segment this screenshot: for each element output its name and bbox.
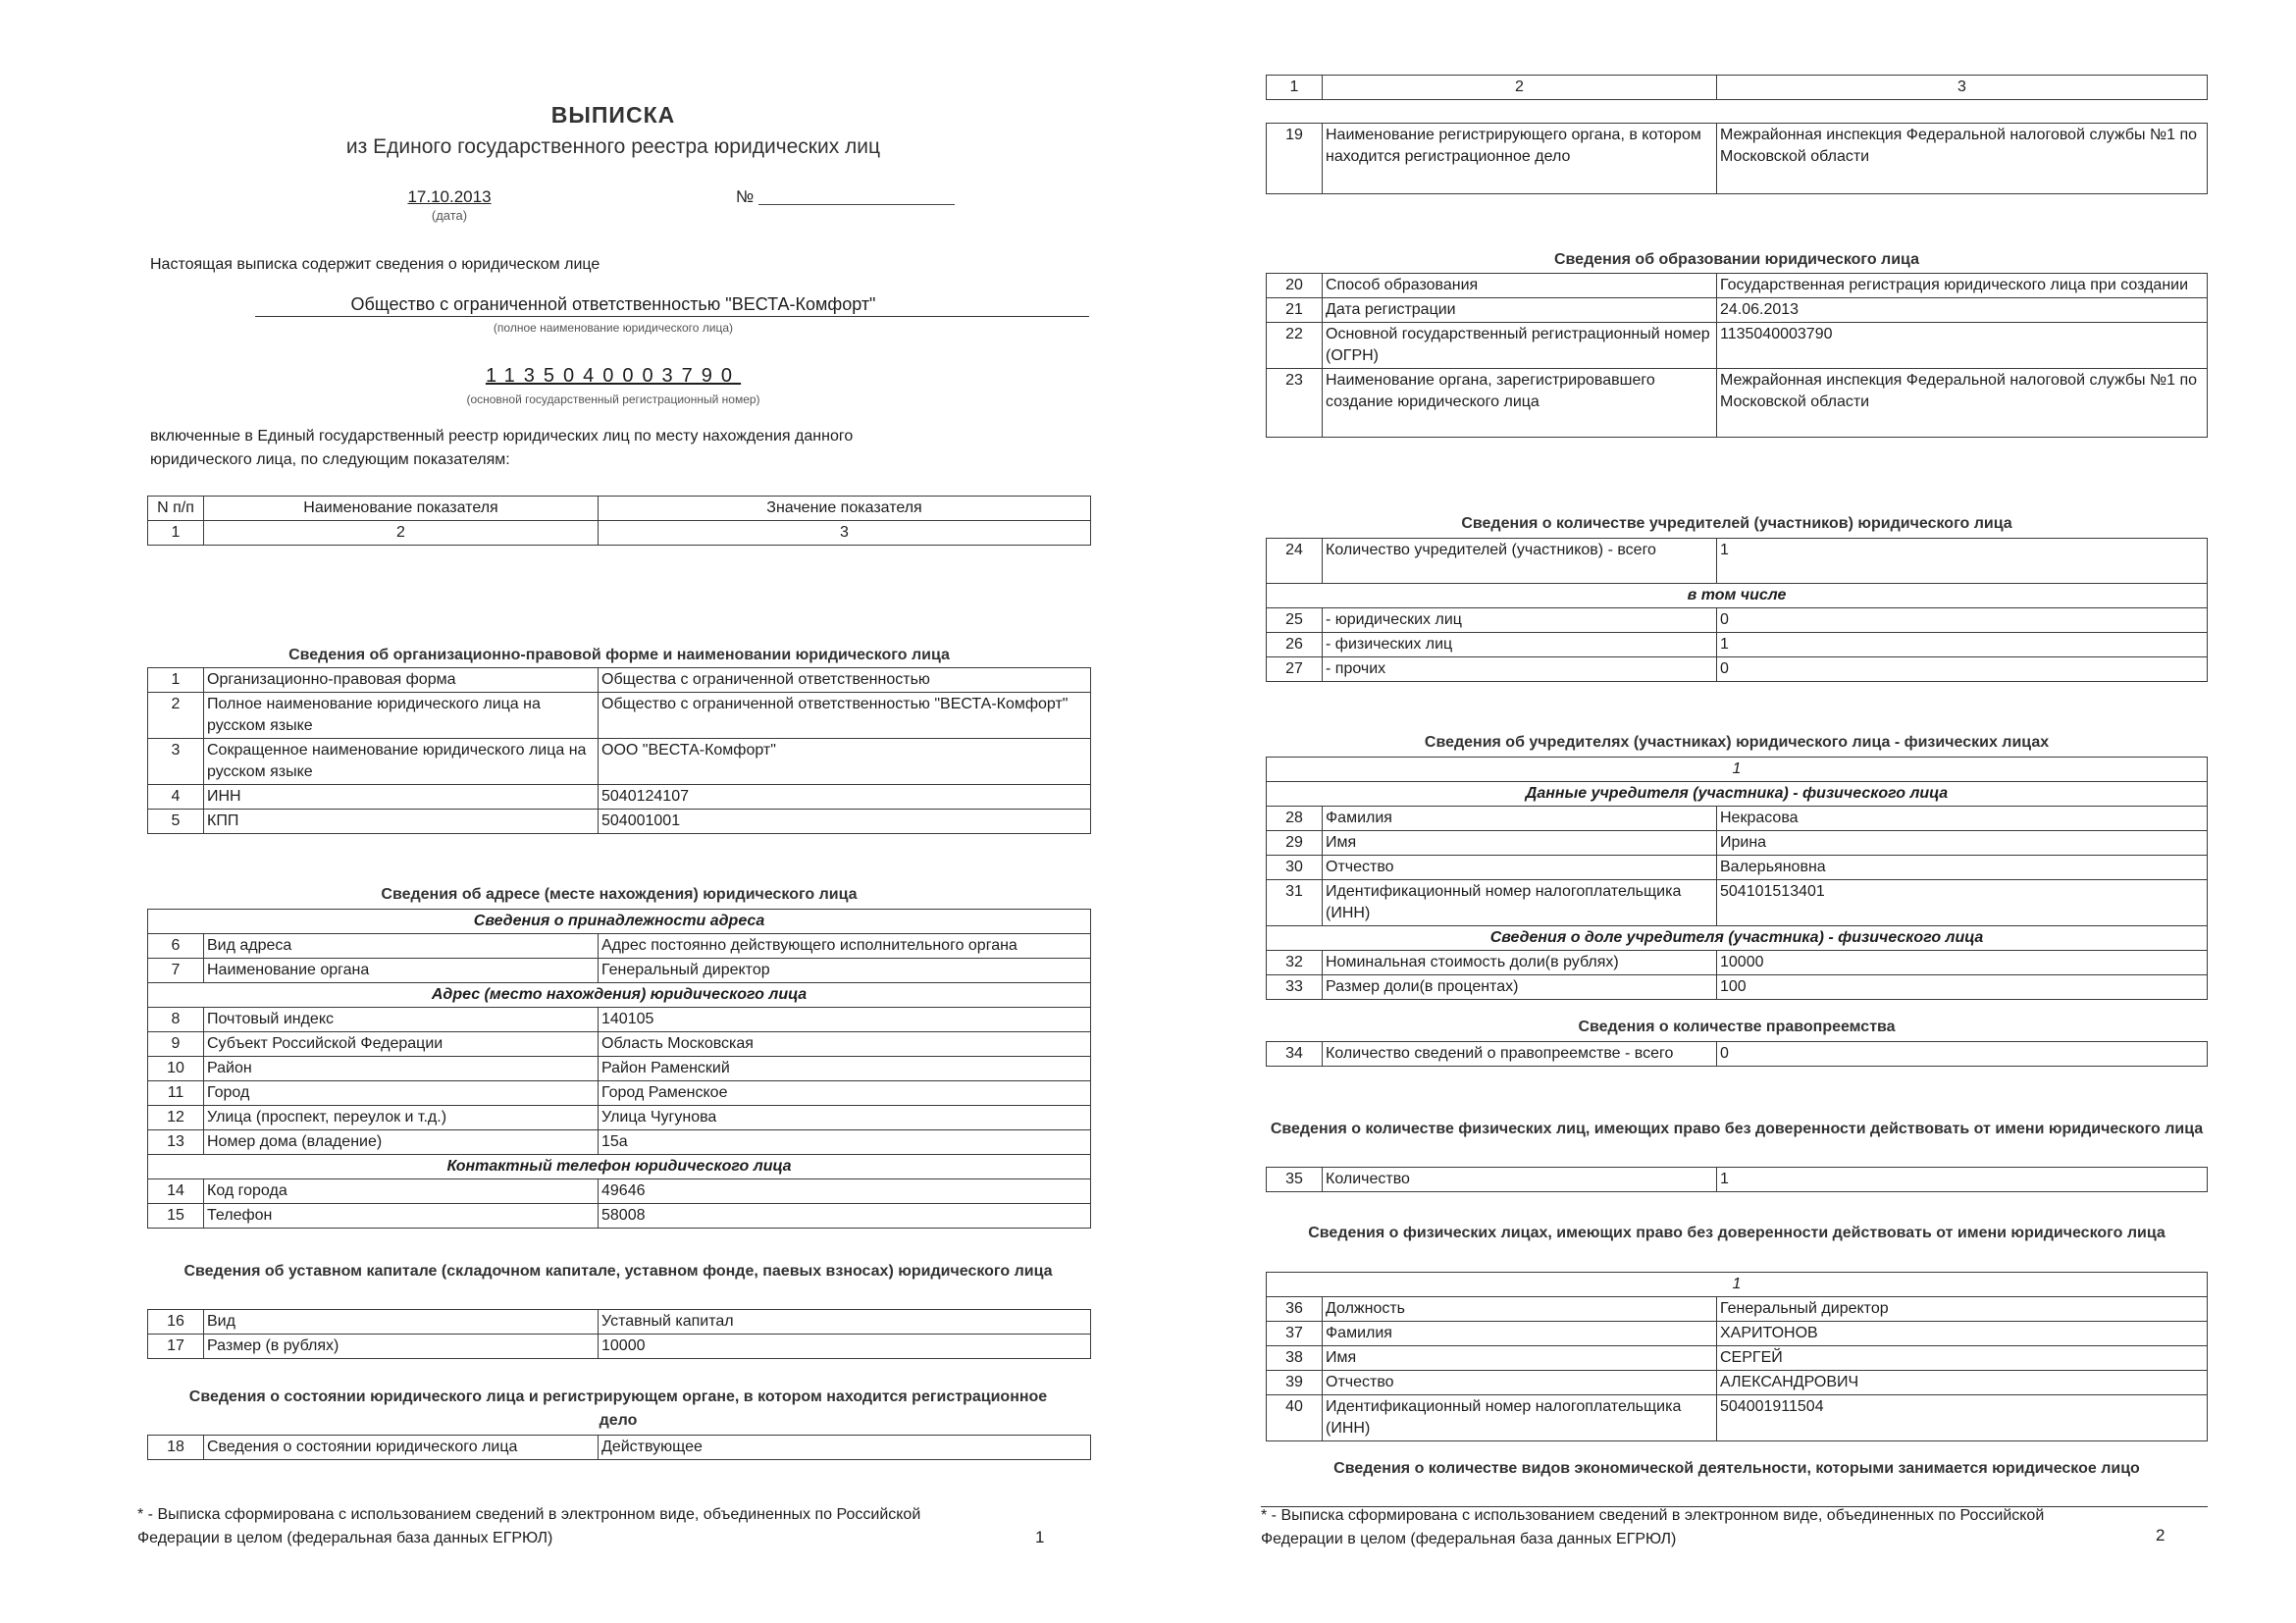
table-row [1267,298,2208,323]
row-value: 504001001 [599,810,1091,834]
row-value: Ирина [1717,831,2208,856]
page-2 [1261,0,2213,1623]
row-number: 32 [1267,951,1323,975]
row-value: Общества с ограниченной ответственностью [599,668,1091,693]
row-number: 21 [1267,298,1323,323]
row-value: 24.06.2013 [1717,298,2208,323]
row-number: 15 [148,1204,204,1229]
row-value: Адрес постоянно действующего исполнительного органа [599,934,1091,959]
persons-count-table [1266,1167,2208,1192]
row-name: Имя [1323,1346,1717,1371]
row-number: 20 [1267,274,1323,298]
subheader-founder-share: Сведения о доле учредителя (участника) - физического лица [1267,926,2208,951]
table-row [1267,856,2208,880]
row-name: Вид [204,1310,599,1335]
founders-table [1266,757,2208,1000]
row-name: Размер (в рублях) [204,1335,599,1359]
col-header-name: Наименование показателя [204,497,599,521]
row-number: 5 [148,810,204,834]
table-row [1267,369,2208,438]
row-value: 1135040003790 [1717,323,2208,369]
founder-index: 1 [1267,758,2208,782]
table-row [148,1057,1091,1081]
row-number: 27 [1267,657,1323,682]
row-number: 39 [1267,1371,1323,1395]
page-number-2: 2 [2156,1526,2166,1544]
row-number: 24 [1267,539,1323,584]
row-value: Генеральный директор [599,959,1091,983]
col-index-2: 2 [204,521,599,546]
row-name: Код города [204,1179,599,1204]
table-row [1267,1395,2208,1441]
ogrn-caption: (основной государственный регистрационный номер) [466,393,760,406]
table-row [148,1008,1091,1032]
row-value: Валерьяновна [1717,856,2208,880]
row-number: 40 [1267,1395,1323,1441]
row-number: 6 [148,934,204,959]
row-value: 504101513401 [1717,880,2208,926]
table-row [1267,1371,2208,1395]
row-number: 14 [148,1179,204,1204]
row-name: Субъект Российской Федерации [204,1032,599,1057]
row-name: Телефон [204,1204,599,1229]
section-title-persons-count: Сведения о количестве физических лиц, имеющих право без доверенности действовать от имени юридического лица [1270,1121,2204,1137]
person-index: 1 [1267,1273,2208,1297]
section-title-formation: Сведения об образовании юридического лица [1554,251,1919,268]
row-value: 10000 [599,1335,1091,1359]
row-name: Идентификационный номер налогоплательщика (ИНН) [1323,880,1717,926]
row-number: 16 [148,1310,204,1335]
row-name: Размер доли(в процентах) [1323,975,1717,1000]
table-row [148,934,1091,959]
company-name-underline [255,316,1089,317]
row-number: 36 [1267,1297,1323,1322]
col-index-1: 1 [1267,76,1323,100]
row-name: Город [204,1081,599,1106]
section-title-activity: Сведения о количестве видов экономической деятельности, которыми занимается юридическое лицо [1333,1460,2140,1477]
extract-date: 17.10.2013 [407,187,492,206]
extract-number-line [758,204,955,205]
subheader-address-location: Адрес (место нахождения) юридического лица [148,983,1091,1008]
row-value: Действующее [599,1436,1091,1460]
section-title-address: Сведения об адресе (месте нахождения) юридического лица [381,886,858,903]
row-name: ИНН [204,785,599,810]
table-row [1267,807,2208,831]
row-name: Идентификационный номер налогоплательщика (ИНН) [1323,1395,1717,1441]
table-row [148,1130,1091,1155]
succession-table [1266,1041,2208,1067]
section-title-org-form: Сведения об организационно-правовой форме и наименовании юридического лица [288,647,950,663]
table-row [1267,1042,2208,1067]
row-number: 28 [1267,807,1323,831]
row-number: 38 [1267,1346,1323,1371]
section-title-capital: Сведения об уставном капитале (складочном капитале, уставном фонде, паевых взносах) юридического лица [183,1263,1053,1280]
row-value: СЕРГЕЙ [1717,1346,2208,1371]
row-name: Наименование регистрирующего органа, в котором находится регистрационное дело [1323,124,1717,194]
row-value: 1 [1717,1168,2208,1192]
row-number: 31 [1267,880,1323,926]
row-name: - прочих [1323,657,1717,682]
page-number-1: 1 [1035,1528,1045,1546]
row-number: 3 [148,739,204,785]
row-number: 7 [148,959,204,983]
col-index-2: 2 [1323,76,1717,100]
section-title-founders-count: Сведения о количестве учредителей (участников) юридического лица [1461,515,2012,532]
capital-table [147,1309,1091,1359]
row-number: 22 [1267,323,1323,369]
row-name: Имя [1323,831,1717,856]
row-name: Наименование органа, зарегистрировавшего создание юридического лица [1323,369,1717,438]
row-name: Фамилия [1323,807,1717,831]
row-value: Район Раменский [599,1057,1091,1081]
row-name: Вид адреса [204,934,599,959]
registry-organ-table [1266,123,2208,194]
table-row [148,959,1091,983]
table-row [1267,539,2208,584]
col-header-number: N п/п [148,497,204,521]
continuation-header-table [1266,75,2208,100]
included-text: включенные в Единый государственный реестр юридических лиц по месту нахождения данного юридического лица, по следующим показателям: [150,428,854,468]
extract-number-label: № [736,187,755,206]
row-name: Организационно-правовая форма [204,668,599,693]
row-value: 5040124107 [599,785,1091,810]
table-row [1267,608,2208,633]
row-name: Полное наименование юридического лица на русском языке [204,693,599,739]
col-index-3: 3 [599,521,1091,546]
row-value: Государственная регистрация юридического лица при создании [1717,274,2208,298]
row-value: 0 [1717,1042,2208,1067]
section-title-persons: Сведения о физических лицах, имеющих право без доверенности действовать от имени юридического лица [1308,1225,2166,1241]
section-title-succession: Сведения о количестве правопреемства [1578,1019,1896,1035]
table-row [1267,1346,2208,1371]
row-name: Почтовый индекс [204,1008,599,1032]
row-number: 2 [148,693,204,739]
row-name: Количество учредителей (участников) - всего [1323,539,1717,584]
ogrn-number: 1135040003790 [485,365,742,387]
company-name-caption: (полное наименование юридического лица) [493,321,734,335]
row-number: 26 [1267,633,1323,657]
footnote-page-1: * - Выписка сформирована с использованием сведений в электронном виде, объединенных по Российской Федерации в целом (федеральная база данных ЕГРЮЛ) [137,1506,921,1546]
row-value: Межрайонная инспекция Федеральной налоговой службы №1 по Московской области [1717,369,2208,438]
table-row [1267,951,2208,975]
row-name: Наименование органа [204,959,599,983]
table-row [148,1106,1091,1130]
table-row [148,1081,1091,1106]
subheader-contact-phone: Контактный телефон юридического лица [148,1155,1091,1179]
row-value: Некрасова [1717,807,2208,831]
row-name: Улица (проспект, переулок и т.д.) [204,1106,599,1130]
row-name: Основной государственный регистрационный номер (ОГРН) [1323,323,1717,369]
address-table [147,909,1091,1229]
table-row [148,1179,1091,1204]
table-row [1267,1297,2208,1322]
col-header-value: Значение показателя [599,497,1091,521]
extract-date-caption: (дата) [431,208,468,223]
table-row [1267,1322,2208,1346]
formation-table [1266,273,2208,438]
persons-table [1266,1272,2208,1441]
row-value: 140105 [599,1008,1091,1032]
row-value: 504001911504 [1717,1395,2208,1441]
row-value: 49646 [599,1179,1091,1204]
intro-text: Настоящая выписка содержит сведения о юридическом лице [150,256,600,273]
table-row [148,1335,1091,1359]
row-name: Сокращенное наименование юридического лица на русском языке [204,739,599,785]
row-name: Район [204,1057,599,1081]
row-number: 9 [148,1032,204,1057]
row-value: ХАРИТОНОВ [1717,1322,2208,1346]
col-index-3: 3 [1717,76,2208,100]
row-value: 1 [1717,633,2208,657]
row-value: Межрайонная инспекция Федеральной налоговой службы №1 по Московской области [1717,124,2208,194]
table-row [1267,633,2208,657]
row-value: 100 [1717,975,2208,1000]
row-number: 34 [1267,1042,1323,1067]
table-row [148,1310,1091,1335]
section-title-state: Сведения о состоянии юридического лица и регистрирующем органе, в котором находится регистрационное дело [188,1388,1048,1429]
row-name: Количество [1323,1168,1717,1192]
row-value: 0 [1717,657,2208,682]
table-row [148,1032,1091,1057]
founders-count-table [1266,538,2208,682]
row-value: 58008 [599,1204,1091,1229]
row-number: 19 [1267,124,1323,194]
row-name: Дата регистрации [1323,298,1717,323]
row-number: 8 [148,1008,204,1032]
table-row [148,1204,1091,1229]
row-number: 18 [148,1436,204,1460]
row-number: 37 [1267,1322,1323,1346]
table-row [148,739,1091,785]
row-value: ООО "ВЕСТА-Комфорт" [599,739,1091,785]
row-value: 0 [1717,608,2208,633]
col-index-1: 1 [148,521,204,546]
row-number: 30 [1267,856,1323,880]
company-full-name: Общество с ограниченной ответственностью "ВЕСТА-Комфорт" [350,294,876,314]
row-name: Сведения о состоянии юридического лица [204,1436,599,1460]
row-value: Уставный капитал [599,1310,1091,1335]
row-name: - физических лиц [1323,633,1717,657]
row-number: 11 [148,1081,204,1106]
subheader-address-ownership: Сведения о принадлежности адреса [148,910,1091,934]
row-name: Количество сведений о правопреемстве - всего [1323,1042,1717,1067]
document-title: ВЫПИСКА [550,102,676,128]
row-number: 17 [148,1335,204,1359]
table-row [1267,975,2208,1000]
table-row [1267,124,2208,194]
table-row [1267,323,2208,369]
row-number: 4 [148,785,204,810]
row-number: 25 [1267,608,1323,633]
row-value: 15а [599,1130,1091,1155]
row-number: 35 [1267,1168,1323,1192]
row-name: Отчество [1323,856,1717,880]
subheader-including: в том числе [1267,584,2208,608]
table-row [1267,831,2208,856]
document-subtitle: из Единого государственного реестра юридических лиц [345,135,881,158]
row-number: 12 [148,1106,204,1130]
table-row [148,668,1091,693]
section-title-founders: Сведения об учредителях (участниках) юридического лица - физических лицах [1424,734,2050,751]
table-row [1267,657,2208,682]
footnote-page-2: * - Выписка сформирована с использованием сведений в электронном виде, объединенных по Российской Федерации в целом (федеральная база данных ЕГРЮЛ) [1261,1507,2045,1547]
state-table [147,1435,1091,1460]
row-value: 1 [1717,539,2208,584]
row-value: Улица Чугунова [599,1106,1091,1130]
subheader-founder-data: Данные учредителя (участника) - физического лица [1267,782,2208,807]
org-form-table [147,667,1091,834]
row-name: Должность [1323,1297,1717,1322]
table-row [1267,880,2208,926]
row-number: 13 [148,1130,204,1155]
row-value: Генеральный директор [1717,1297,2208,1322]
row-number: 29 [1267,831,1323,856]
row-value: Общество с ограниченной ответственностью "ВЕСТА-Комфорт" [599,693,1091,739]
row-name: Номер дома (владение) [204,1130,599,1155]
row-value: Область Московская [599,1032,1091,1057]
row-number: 10 [148,1057,204,1081]
column-header-table [147,496,1091,546]
page-1 [137,0,1099,1623]
row-name: - юридических лиц [1323,608,1717,633]
table-row [1267,1168,2208,1192]
row-number: 23 [1267,369,1323,438]
row-value: АЛЕКСАНДРОВИЧ [1717,1371,2208,1395]
table-row [148,1436,1091,1460]
row-value: 10000 [1717,951,2208,975]
row-name: Способ образования [1323,274,1717,298]
row-name: Фамилия [1323,1322,1717,1346]
row-name: Отчество [1323,1371,1717,1395]
table-row [1267,274,2208,298]
row-name: Номинальная стоимость доли(в рублях) [1323,951,1717,975]
table-row [148,693,1091,739]
row-name: КПП [204,810,599,834]
row-number: 1 [148,668,204,693]
row-value: Город Раменское [599,1081,1091,1106]
table-row [148,810,1091,834]
table-row [148,785,1091,810]
row-number: 33 [1267,975,1323,1000]
